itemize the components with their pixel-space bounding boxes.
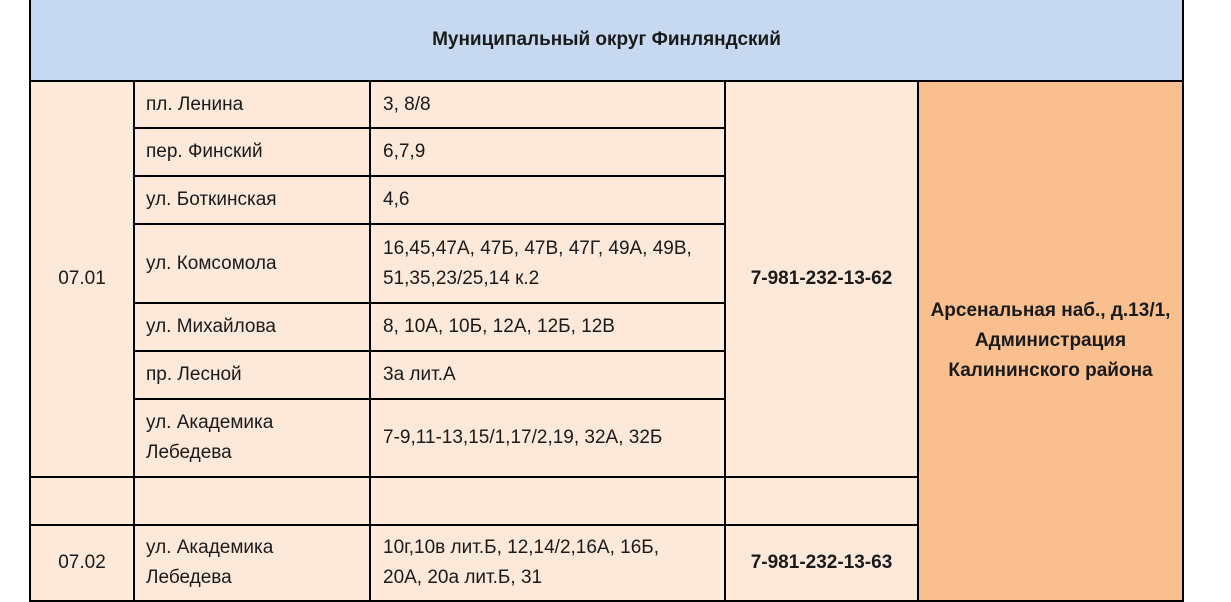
empty-cell xyxy=(370,477,725,525)
houses-cell xyxy=(370,525,725,601)
street-cell: пл. Ленина xyxy=(134,81,370,128)
street-cell: пер. Финский xyxy=(134,128,370,176)
polling-station-table xyxy=(29,0,1184,602)
street-text: ул. Академика Лебедева xyxy=(146,412,274,463)
houses-cell: 6,7,9 xyxy=(370,128,725,176)
empty-cell xyxy=(134,477,370,525)
street-cell: ул. Михайлова xyxy=(134,303,370,351)
polling-location xyxy=(918,81,1183,601)
houses-cell: 8, 10А, 10Б, 12А, 12Б, 12В xyxy=(370,303,725,351)
houses-cell: 7-9,11-13,15/1,17/2,19, 32А, 32Б xyxy=(370,399,725,477)
district-title: Муниципальный округ Финляндский xyxy=(30,0,1183,81)
empty-cell xyxy=(725,477,918,525)
street-cell xyxy=(134,525,370,601)
houses-text: 10г,10в лит.Б, 12,14/2,16А, 16Б, 20А, 20а лит.Б, 31 xyxy=(383,537,660,588)
street-cell: ул. Боткинская xyxy=(134,176,370,224)
table-row xyxy=(30,81,1183,128)
precinct-code: 07.02 xyxy=(30,525,134,601)
polling-location-text: Арсенальная наб., д.13/1, Администрация Калининского района xyxy=(930,300,1171,381)
table-header-row xyxy=(30,0,1183,81)
street-text: ул. Академика Лебедева xyxy=(146,537,274,588)
street-cell xyxy=(134,399,370,477)
street-cell: пр. Лесной xyxy=(134,351,370,399)
houses-cell: 3а лит.А xyxy=(370,351,725,399)
houses-cell: 3, 8/8 xyxy=(370,81,725,128)
empty-cell xyxy=(30,477,134,525)
phone-number: 7-981-232-13-62 xyxy=(725,81,918,477)
houses-cell: 4,6 xyxy=(370,176,725,224)
precinct-code: 07.01 xyxy=(30,81,134,477)
phone-number: 7-981-232-13-63 xyxy=(725,525,918,601)
street-cell: ул. Комсомола xyxy=(134,224,370,303)
houses-cell: 16,45,47А, 47Б, 47В, 47Г, 49А, 49В, 51,35,23/25,14 к.2 xyxy=(370,224,725,303)
